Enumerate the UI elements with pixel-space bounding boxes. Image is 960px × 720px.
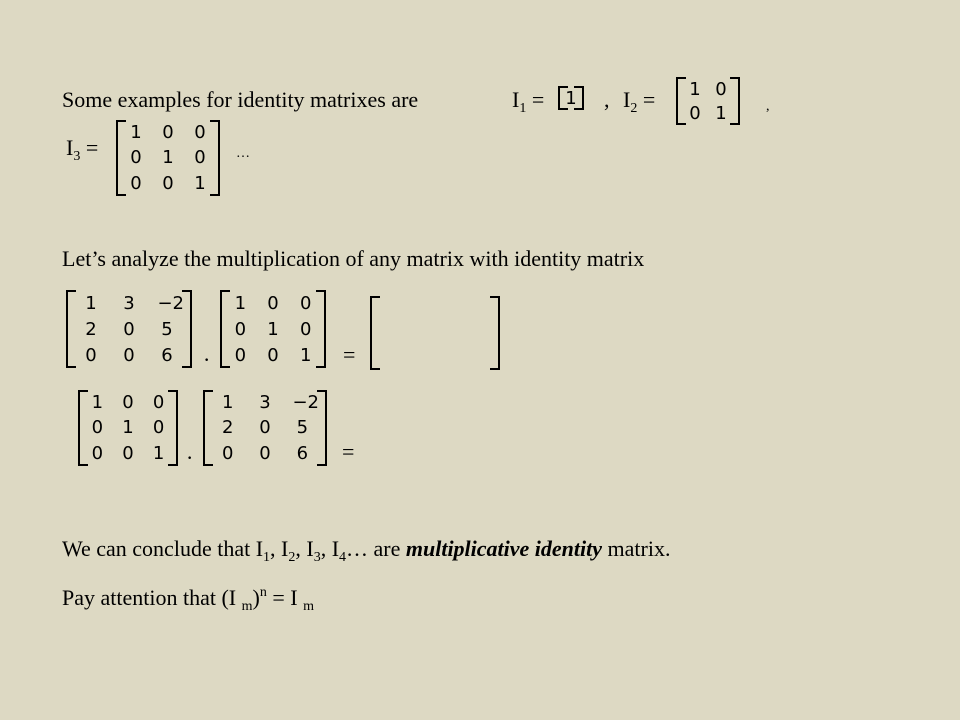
- product1-b-cell: 1: [267, 318, 279, 340]
- i3-matrix-cell: 0: [194, 122, 206, 144]
- product2-b-cell: 5: [296, 417, 309, 439]
- product1-b-cell: 0: [234, 318, 247, 340]
- conclusion-sep-2: , I: [295, 536, 314, 561]
- i3-subscript: 3: [73, 149, 81, 164]
- i3-label: I: [66, 135, 74, 160]
- attention-text: [62, 586, 314, 614]
- i1-matrix: [558, 86, 584, 110]
- conclusion-sub-1: 1: [263, 550, 271, 565]
- i1-label: I: [512, 87, 520, 112]
- attention-close-paren: ): [252, 585, 260, 610]
- conclusion-sub-4: 4: [339, 550, 347, 565]
- attention-sub-m1: m: [241, 599, 253, 614]
- i3-expression: [66, 137, 98, 164]
- product2-a-cell: 0: [152, 392, 165, 414]
- i3-matrix-cell: 0: [130, 172, 142, 194]
- product2-b-cell: 0: [259, 417, 271, 439]
- product1-b-cell: 0: [299, 292, 312, 314]
- ellipsis: …: [236, 146, 250, 161]
- product2-a-cell: 1: [122, 417, 134, 439]
- conclusion-sub-2: 2: [288, 550, 296, 565]
- product2-a-cell: 1: [152, 442, 165, 464]
- comma-1: ,: [604, 87, 610, 112]
- product2-a-cell: 0: [91, 417, 104, 439]
- product2-a-cell: 0: [122, 392, 134, 414]
- product2-b-cell: 2: [221, 417, 234, 439]
- product2-a-cell: 1: [91, 392, 104, 414]
- i2-matrix-cell: 1: [689, 78, 701, 100]
- i3-matrix-cell: 0: [162, 122, 174, 144]
- attention-sub-m2: m: [303, 599, 314, 614]
- i3-matrix: [116, 120, 220, 196]
- i2-subscript: 2: [630, 101, 638, 116]
- product1-matrix-a: [66, 290, 192, 368]
- product1-b-cell: 1: [299, 344, 312, 366]
- i2-matrix-cell: 0: [715, 78, 727, 100]
- product1-b-cell: 0: [267, 292, 279, 314]
- product2-a-cell: 0: [91, 442, 104, 464]
- i1-equals: =: [526, 87, 545, 112]
- i3-matrix-cell: 0: [162, 172, 174, 194]
- product1-a-cell: 1: [85, 292, 97, 314]
- product2-matrix-a: [78, 390, 178, 466]
- conclusion-post: matrix.: [602, 536, 671, 561]
- product2-a-cell: 0: [122, 442, 134, 464]
- i2-matrix-cell: 1: [715, 102, 727, 124]
- attention-pre: Pay attention that (I: [62, 585, 242, 610]
- i2-matrix: [676, 77, 740, 125]
- conclusion-sep-4: … are: [346, 536, 406, 561]
- conclusion-sep-1: , I: [270, 536, 289, 561]
- conclusion-pre: We can conclude that I: [62, 536, 264, 561]
- i3-equals: =: [80, 135, 99, 160]
- product1-a-cell: −2: [157, 292, 184, 314]
- product2-dot: ·: [186, 445, 194, 470]
- product1-dot: ·: [203, 347, 211, 372]
- product1-a-cell: 6: [161, 344, 173, 366]
- i1-expression: [512, 89, 544, 116]
- product1-result-matrix: [370, 296, 500, 370]
- i2-matrix-cell: 0: [689, 102, 701, 124]
- product2-a-cell: 0: [152, 417, 165, 439]
- comma-2: ,: [766, 99, 770, 114]
- product1-a-cell: 2: [85, 318, 97, 340]
- conclusion-text: [62, 538, 670, 565]
- i3-matrix-cell: 0: [194, 147, 206, 169]
- product1-b-cell: 0: [267, 344, 279, 366]
- product1-a-cell: 0: [123, 318, 135, 340]
- product2-b-cell: 3: [259, 392, 271, 414]
- conclusion-emphasis: multiplicative identity: [405, 536, 603, 561]
- product1-a-cell: 3: [123, 292, 135, 314]
- product2-b-cell: 1: [221, 392, 234, 414]
- product2-b-cell: 6: [296, 442, 309, 464]
- product2-equals: =: [342, 439, 355, 464]
- product2-b-cell: 0: [259, 442, 271, 464]
- i3-matrix-cell: 1: [194, 172, 206, 194]
- product1-b-cell: 0: [234, 344, 247, 366]
- product1-equals: =: [343, 342, 356, 367]
- i3-matrix-cell: 1: [130, 122, 142, 144]
- i3-matrix-cell: 0: [130, 147, 142, 169]
- conclusion-sub-3: 3: [313, 550, 321, 565]
- i2-equals: =: [637, 87, 656, 112]
- conclusion-sep-3: , I: [320, 536, 340, 561]
- i2-label: I: [623, 87, 631, 112]
- i2-expression: [623, 89, 655, 116]
- analyze-text: Let’s analyze the multiplication of any matrix with identity matrix: [62, 246, 645, 271]
- product2-b-cell: 0: [221, 442, 234, 464]
- attention-sup-n: n: [259, 585, 267, 600]
- product1-b-cell: 0: [299, 318, 312, 340]
- product1-a-cell: 5: [161, 318, 173, 340]
- product1-b-cell: 1: [234, 292, 247, 314]
- i1-subscript: 1: [519, 101, 527, 116]
- product1-a-cell: 0: [85, 344, 97, 366]
- product2-matrix-b: [203, 390, 327, 466]
- product2-b-cell: −2: [292, 392, 319, 414]
- product1-matrix-b: [220, 290, 326, 368]
- i1-cell: 1: [565, 87, 577, 109]
- attention-mid: = I: [266, 585, 304, 610]
- line1-prefix: Some examples for identity matrixes are: [62, 87, 419, 112]
- i3-matrix-cell: 1: [162, 147, 174, 169]
- product1-a-cell: 0: [123, 344, 135, 366]
